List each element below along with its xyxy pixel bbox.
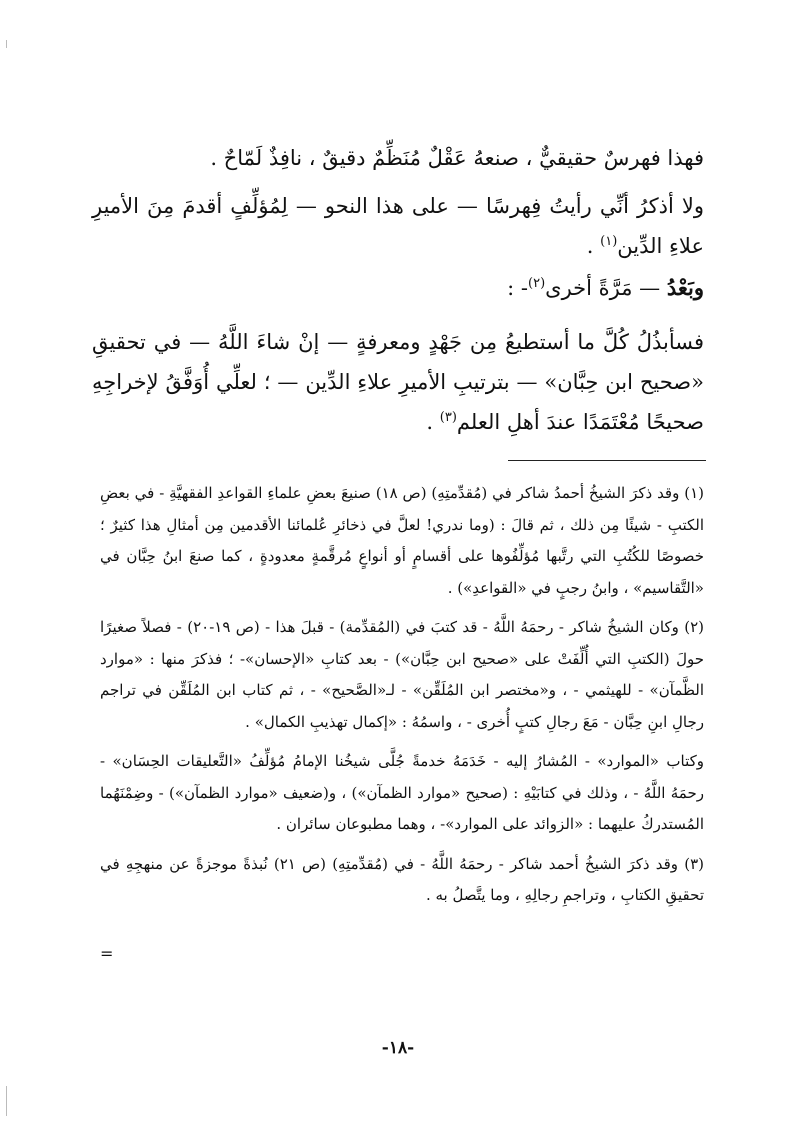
footnote-3: (٣) وقد ذكرَ الشيخُ أحمد شاكر - رحمَهُ اللَّهُ - في (مُقدِّمتِهِ) (ص ٢١) نُبذةً موجزةً عن منهجِهِ في تحقيقِ الكتابِ ، وتراجمِ رجالِهِ ، وما يتَّصلُ به . — [100, 854, 704, 904]
paragraph-4 — [92, 322, 704, 442]
footnote-2-continued: وكتاب «الموارد» - المُشارُ إليه - خَدَمَهُ خدمةً جُلَّى شيخُنا الإمامُ مُؤلِّفُ «التَّعليقات الحِسَان» - رحمَهُ اللَّهُ - ، وذلك في كتابَيْهِ : (صحيح «موارد الظمآن») ، و(ضعيف «موارد الظمآن») - وضِمْنَهُما المُستدركُ عليهما : «الزوائد على الموارد»- ، وهما مطبوعان سائران . — [100, 752, 704, 833]
paragraph-2-end: . — [586, 234, 601, 258]
continuation-mark: = — [100, 944, 114, 963]
footnote-2: (٢) وكان الشيخُ شاكر - رحمَهُ اللَّهُ - قد كتبَ في (المُقدِّمة) - قبلَ هذا - (ص ١٩-٢٠) - فصلاً صغيرًا حولَ (الكتبِ التي أُلِّفَتْ على «صحيح ابن حِبَّان») - بعد كتابِ «الإحسان»- ؛ فذكرَ منها : «موارد الظَّمآن» - للهيثمي - ، و«مختصر ابن المُلَقِّن» - لـ«الصَّحيح» - ، ثم كتاب ابن المُلَقِّن في تراجم رجالِ ابنِ حِبَّان - مَعَ رجالِ كتبٍ أُخرى - ، واسمُهُ : «إكمال تهذيبِ الكمال» . — [100, 618, 705, 731]
paragraph-1-text: فهذا فهرسٌ حقيقيٌّ ، صنعهُ عَقْلٌ مُنَظِّمٌ دقيقٌ ، نافِذٌ لَمّاحٌ . — [210, 146, 704, 170]
paragraph-3 — [92, 268, 704, 308]
main-text-block — [92, 138, 704, 442]
paragraph-2-text: ولا أذكرُ أنِّي رأيتُ فِهرسًا — على هذا النحو — لِمُؤلِّفٍ أقدمَ مِنَ الأميرِ علاءِ الدِّين — [92, 194, 704, 258]
footnote-ref-1: (١) — [600, 234, 618, 249]
scan-edge-mark — [6, 40, 7, 48]
page-number: -١٨- — [381, 1038, 415, 1058]
paragraph-3-bold: وبَعْدُ — [666, 275, 704, 300]
paragraph-4-end: . — [426, 410, 440, 434]
paragraph-3-text: — مَرَّةً أخرى — [545, 276, 667, 300]
paragraph-1 — [92, 138, 704, 178]
paragraph-4-text: فسأبذُلُ كُلَّ ما أستطيعُ مِن جَهْدٍ ومعرفةٍ — إنْ شاءَ اللَّهُ — في تحقيقِ «صحيح ابن حِبَّان» — بترتيبِ الأميرِ علاءِ الدِّين — ؛ لعلِّي أُوَفَّقُ لإخراجِهِ صحيحًا مُعْتَمَدًا عندَ أهلِ العلم — [92, 330, 704, 434]
footnote-ref-3: (٣) — [439, 410, 457, 425]
paragraph-2 — [92, 186, 704, 266]
footnotes-block — [100, 478, 704, 920]
footnote-ref-2: (٢) — [528, 276, 546, 291]
scan-edge-mark — [6, 1086, 7, 1116]
paragraph-3-end: - : — [507, 276, 528, 300]
footnote-separator — [508, 460, 706, 461]
footnote-1: (١) وقد ذكرَ الشيخُ أحمدُ شاكر في (مُقدِّمتِهِ) (ص ١٨) صنيعَ بعضِ علماءِ القواعدِ الفقهيَّةِ - في بعضِ الكتبِ - شيئًا مِن ذلك ، ثم قالَ : (وما ندري! لعلَّ في ذخائرِ عُلمائنا الأقدمين مِن أمثالِ هذا كثيرٌ ؛ خصوصًا للكُتُبِ التي رتَّبها مُؤلِّفُوها على أقسامٍ أو أنواعٍ مُرقَّمةٍ معدودةٍ ، كما صنعَ ابنُ حِبَّان في «التَّقاسيم» ، وابنُ رجبٍ في «القواعدِ») . — [100, 484, 704, 597]
